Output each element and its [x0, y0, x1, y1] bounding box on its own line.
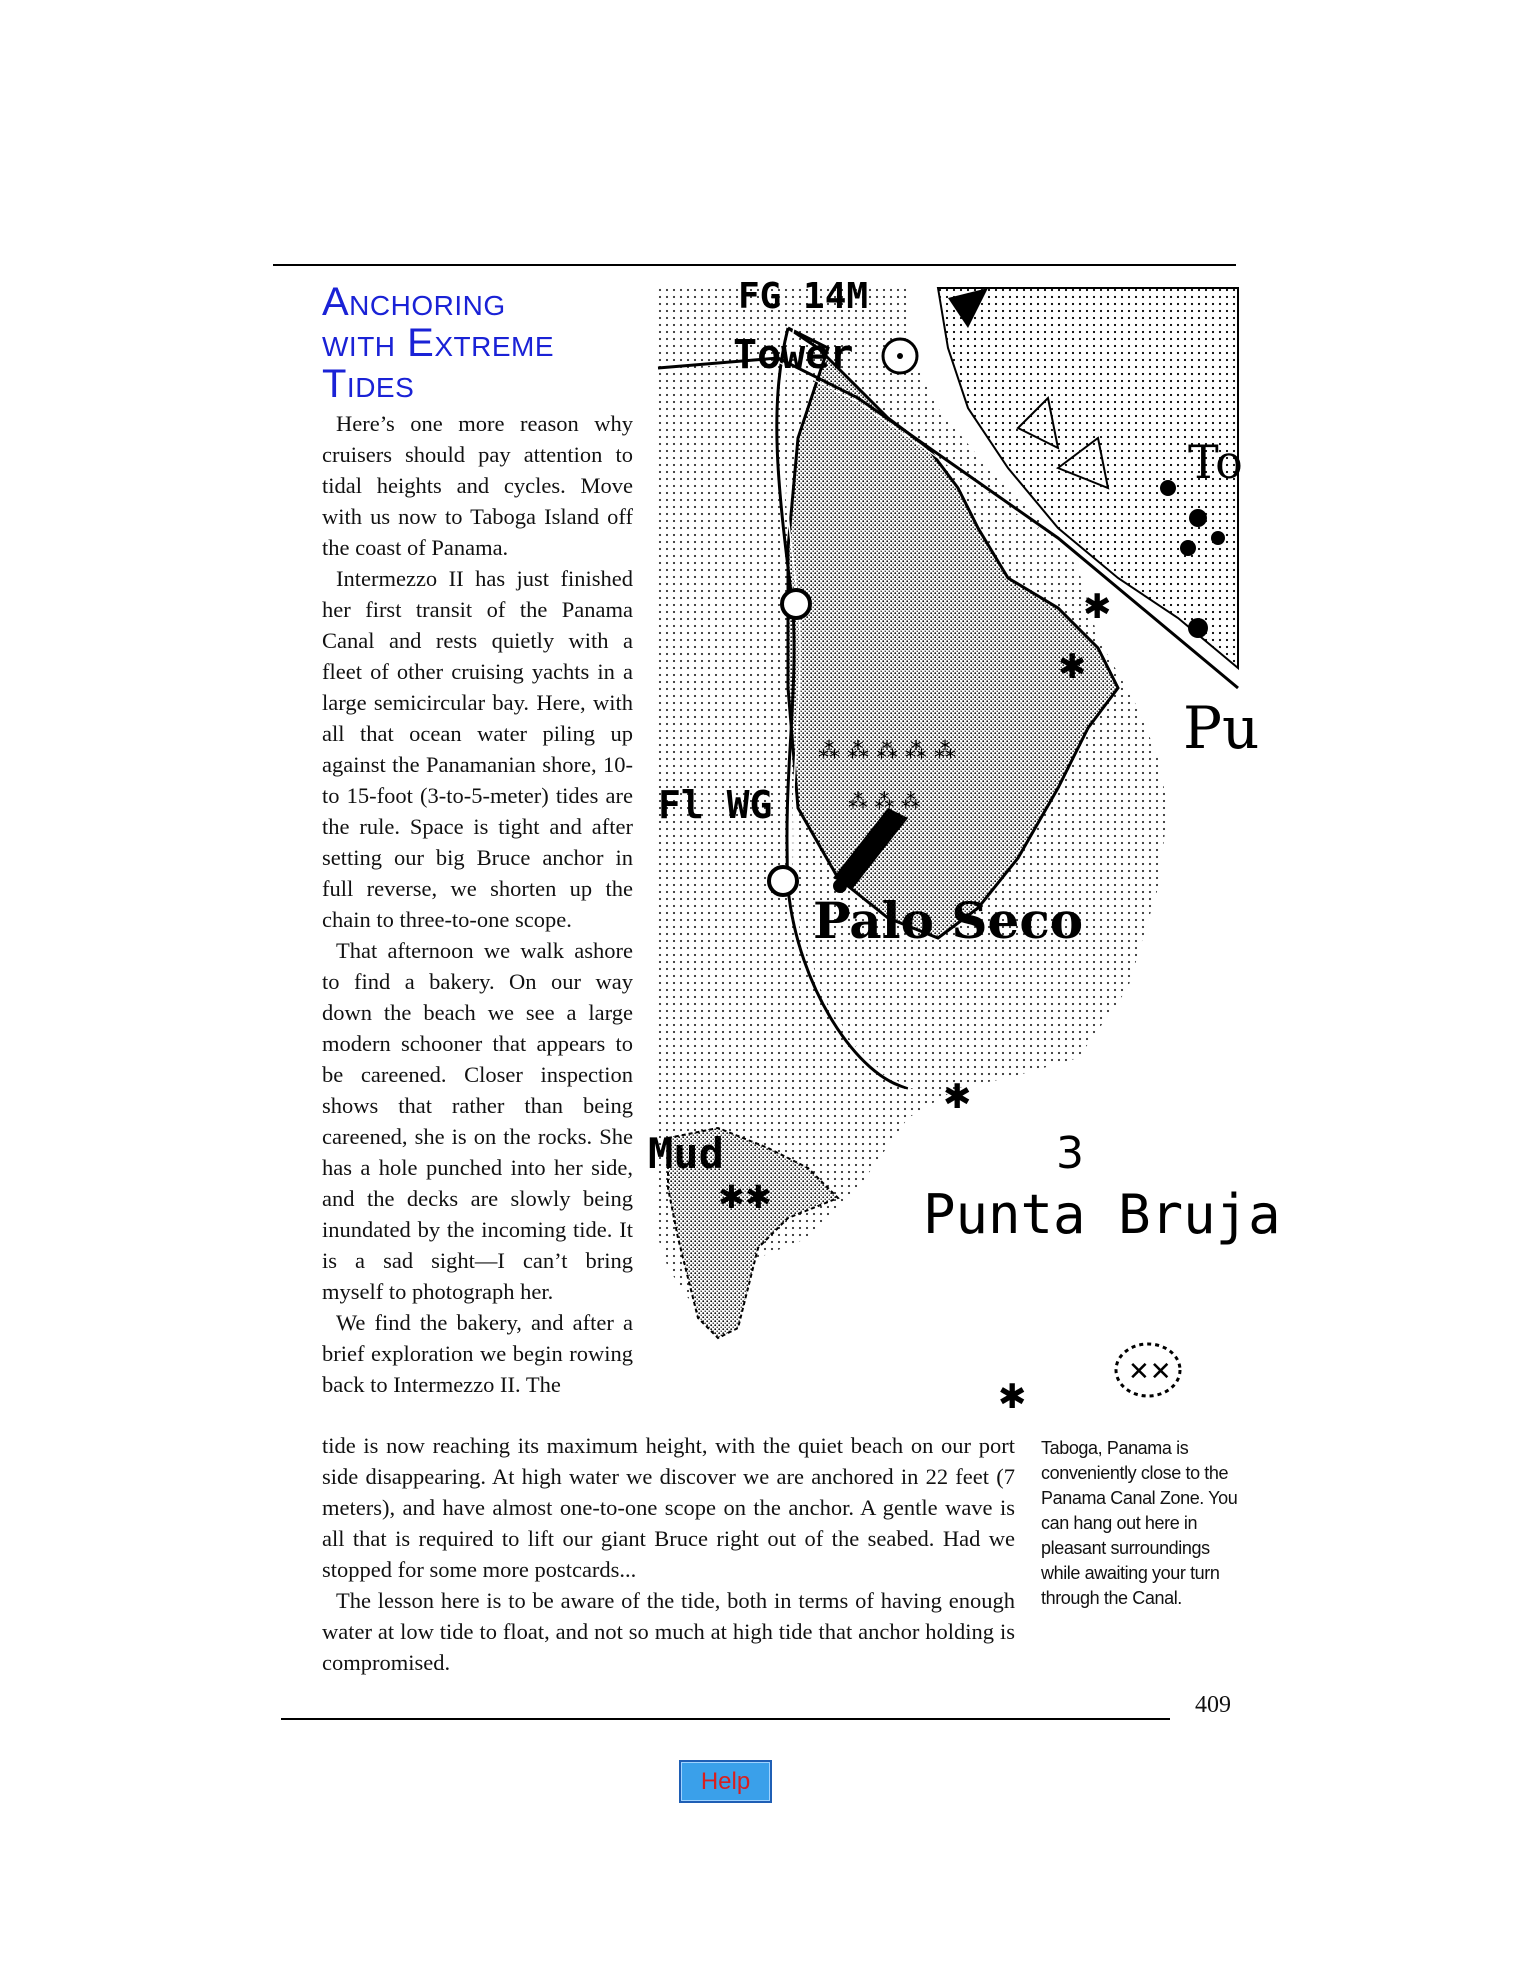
map-label-to: To [1188, 435, 1243, 489]
title-line-2: with Extreme [322, 321, 554, 365]
paragraph-6: The lesson here is to be aware of the tide, both in terms of having enough water at low tide to float, and not so much at high tide that anchor holding is compromised. [322, 1588, 1015, 1675]
map-label-palo-seco: Palo Seco [813, 891, 1084, 950]
map-label-punta-bruja: Punta Bruja [923, 1183, 1281, 1246]
svg-text:✱✱: ✱✱ [718, 1178, 772, 1216]
paragraph-5: tide is now reaching its maximum height, with the quiet beach on our port side disappearing. At high water we discover we are anchored in 22 feet (7 meters), and have almost one-to-one scope on the anchor. A gentle wave is all that is required to lift our giant Bruce right out of the seabed. Had we stopped for some more postcards... [322, 1433, 1015, 1582]
article-title [322, 282, 622, 405]
narrow-column [322, 408, 633, 1400]
svg-text:✱: ✱ [1083, 587, 1112, 627]
top-rule [273, 264, 1236, 266]
map-label-fg: FG 14M [738, 276, 869, 317]
svg-text:⁂ ⁂ ⁂: ⁂ ⁂ ⁂ [848, 789, 921, 813]
nautical-chart-map [648, 276, 1281, 1418]
svg-text:✱: ✱ [1058, 647, 1087, 687]
title-line-1: Anchoring [322, 280, 506, 324]
svg-text:⁂ ⁂ ⁂ ⁂ ⁂: ⁂ ⁂ ⁂ ⁂ ⁂ [818, 739, 956, 764]
help-button[interactable]: Help [679, 1760, 772, 1803]
svg-text:✱: ✱ [998, 1377, 1027, 1417]
svg-text:✱: ✱ [943, 1077, 972, 1117]
paragraph-3: That afternoon we walk ashore to find a bakery. On our way down the beach we see a large modern schooner that appears to be careened. Closer inspection shows that rather than being careened, she is on the rocks. She has a hole punched into her side, and the decks are slowly being inundated by the incoming tide. It is a sad sight—I can’t bring myself to photograph her. [322, 938, 633, 1304]
paragraph-2: Intermezzo II has just finished her first transit of the Panama Canal and rests quietly with a fleet of other cruising yachts in a large semicircular bay. Here, with all that ocean water piling up against the Panamanian shore, 10- to 15-foot (3-to-5-meter) tides are the rule. Space is tight and after setting our big Bruce anchor in full reverse, we shorten up the chain to three-to-one scope. [322, 566, 633, 932]
paragraph-1: Here’s one more reason why cruisers should pay attention to tidal heights and cycles. Move with us now to Taboga Island off the coast of Panama. [322, 411, 633, 560]
wide-column [322, 1430, 1015, 1678]
map-caption: Taboga, Panama is conveniently close to the Panama Canal Zone. You can hang out here in pleasant surroundings while awaiting your turn through the Canal. [1041, 1438, 1238, 1608]
bottom-rule [281, 1718, 1170, 1720]
paragraph-4: We find the bakery, and after a brief exploration we begin rowing back to Intermezzo II. The [322, 1310, 633, 1397]
page-number: 409 [1195, 1692, 1231, 1718]
map-label-flwg: Fl WG [658, 783, 773, 827]
title-line-3: Tides [322, 362, 415, 406]
map-label-depth: 3 [1056, 1128, 1084, 1179]
map-label-mud: Mud [648, 1129, 724, 1178]
map-label-pu: Pu [1183, 694, 1260, 762]
svg-text:✕✕: ✕✕ [1128, 1357, 1172, 1387]
map-label-tower: Tower [733, 332, 854, 378]
